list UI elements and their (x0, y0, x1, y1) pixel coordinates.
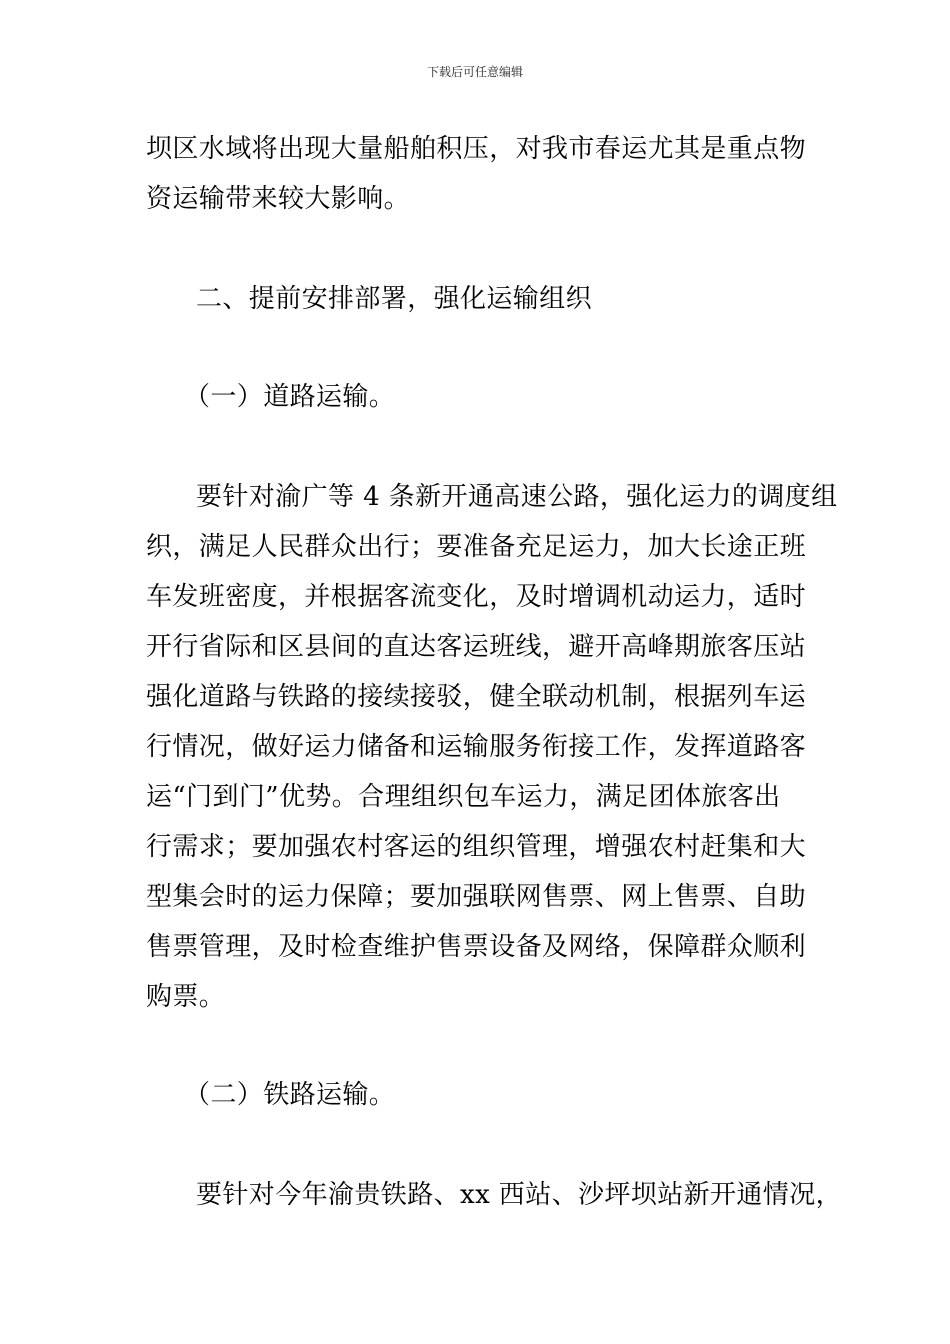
subsection-heading-2: （二）铁路运输。 (184, 1080, 396, 1110)
text-line-5: 要针对渝广等 4 条新开通高速公路，强化运力的调度组 (196, 482, 838, 512)
text-line-13: 型集会时的运力保障；要加强联网售票、网上售票、自助 (146, 882, 807, 912)
text-line-10: 行情况，做好运力储备和运输服务衔接工作，发挥道路客 (146, 732, 807, 762)
text-line-12: 行需求；要加强农村客运的组织管理，增强农村赶集和大 (146, 832, 807, 862)
text-line-1: 坝区水域将出现大量船舶积压，对我市春运尤其是重点物 (146, 134, 807, 164)
text-line-8: 开行省际和区县间的直达客运班线，避开高峰期旅客压站 (146, 632, 807, 662)
subsection-heading-1: （一）道路运输。 (184, 382, 396, 412)
text-line-15: 购票。 (146, 982, 226, 1012)
text-line-6: 织，满足人民群众出行；要准备充足运力，加大长途正班 (146, 532, 807, 562)
page-header: 下载后可任意编辑 (426, 65, 523, 79)
section-heading-2: 二、提前安排部署，强化运输组织 (196, 284, 593, 314)
text-line-14: 售票管理，及时检查维护售票设备及网络，保障群众顺利 (146, 932, 807, 962)
text-line-11: 运“门到门”优势。合理组织包车运力，满足团体旅客出 (146, 782, 781, 812)
text-line-17: 要针对今年渝贵铁路、xx 西站、沙坪坝站新开通情况， (196, 1180, 842, 1210)
text-line-2: 资运输带来较大影响。 (146, 184, 411, 214)
text-line-9: 强化道路与铁路的接续接驳，健全联动机制，根据列车运 (146, 682, 807, 712)
text-line-7: 车发班密度，并根据客流变化，及时增调机动运力，适时 (146, 582, 807, 612)
